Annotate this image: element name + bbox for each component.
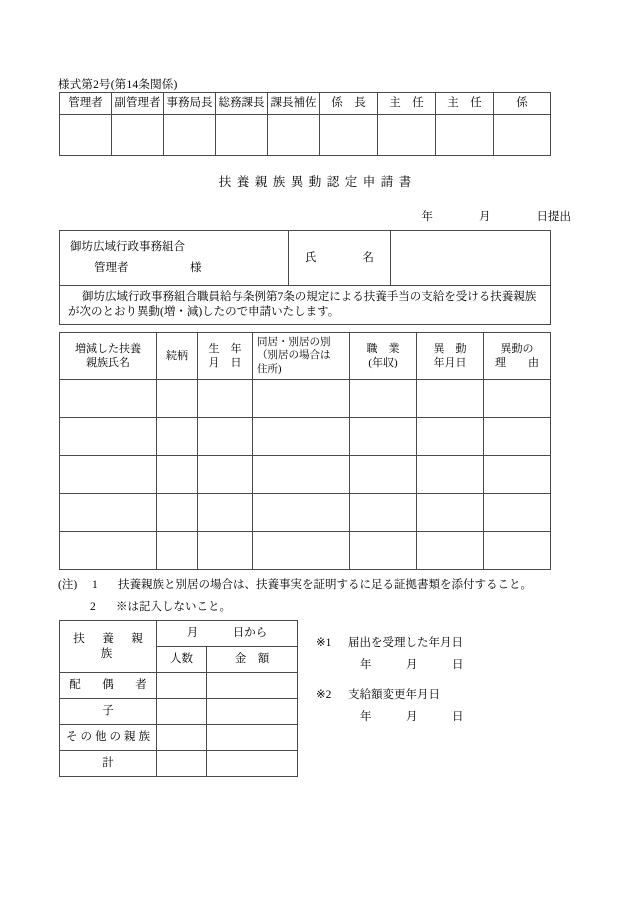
cell-change-date[interactable]	[417, 494, 484, 532]
cell-change-reason[interactable]	[484, 532, 551, 570]
main-header-row	[60, 333, 551, 380]
cell-relationship[interactable]	[157, 532, 198, 570]
cell-birthdate[interactable]	[198, 532, 253, 570]
cell-occupation[interactable]	[350, 456, 417, 494]
approval-col-kakaricho: 係 長	[320, 93, 378, 115]
summary-amount-spouse[interactable]	[207, 673, 298, 699]
summary-count-child[interactable]	[157, 699, 207, 725]
header-line: 異動の	[500, 342, 534, 355]
cell-occupation[interactable]	[350, 494, 417, 532]
submission-date-line[interactable]: 年 月 日提出	[421, 211, 571, 223]
summary-row-other	[60, 725, 298, 751]
cell-dependent-name[interactable]	[60, 380, 157, 418]
note-label: (注)	[58, 579, 78, 591]
cell-cohabitation[interactable]	[253, 380, 350, 418]
col-change-reason	[484, 333, 551, 380]
header-line: 同居・別居の別	[257, 336, 331, 348]
table-row	[60, 456, 551, 494]
summary-date-row	[60, 621, 298, 647]
approval-col-fuku-kanrisha: 副管理者	[112, 93, 164, 115]
cell-birthdate[interactable]	[198, 380, 253, 418]
header-line: 異 動	[433, 342, 467, 355]
manager-line	[70, 261, 288, 276]
summary-count-total[interactable]	[157, 751, 207, 777]
cell-change-reason[interactable]	[484, 494, 551, 532]
summary-col-count: 人数	[157, 647, 207, 673]
summary-row-spouse	[60, 673, 298, 699]
approval-stamp-cell[interactable]	[216, 115, 268, 156]
approval-stamp-cell[interactable]	[436, 115, 494, 156]
official-title-2: 支給額変更年月日	[348, 689, 440, 701]
note-1	[58, 576, 532, 592]
summary-count-other[interactable]	[157, 725, 207, 751]
approval-stamp-cell[interactable]	[164, 115, 216, 156]
cell-dependent-name[interactable]	[60, 418, 157, 456]
addressee-row	[60, 231, 551, 286]
summary-amount-total[interactable]	[207, 751, 298, 777]
cell-cohabitation[interactable]	[253, 456, 350, 494]
col-relationship	[157, 333, 198, 380]
cell-occupation[interactable]	[350, 532, 417, 570]
cell-change-date[interactable]	[417, 380, 484, 418]
dependent-change-table	[59, 332, 551, 570]
cell-change-reason[interactable]	[484, 418, 551, 456]
name-label-mei: 名	[362, 251, 374, 264]
summary-label-spouse	[60, 673, 157, 699]
summary-amount-child[interactable]	[207, 699, 298, 725]
approval-stamp-row	[60, 115, 551, 156]
summary-row-child	[60, 699, 298, 725]
addressee-organization-cell	[60, 231, 289, 286]
manager-title: 管理者	[94, 262, 129, 274]
approval-header-row	[60, 93, 551, 115]
summary-count-spouse[interactable]	[157, 673, 207, 699]
approval-col-kachohosa: 課長補佐	[268, 93, 320, 115]
cell-birthdate[interactable]	[198, 494, 253, 532]
col-birthdate	[198, 333, 253, 380]
header-line: 住所)	[257, 363, 282, 375]
official-date-line-2[interactable]: 年 月 日	[360, 711, 464, 723]
cell-dependent-name[interactable]	[60, 494, 157, 532]
cell-dependent-name[interactable]	[60, 456, 157, 494]
official-mark-2: ※2	[316, 689, 332, 701]
table-row	[60, 532, 551, 570]
table-row	[60, 494, 551, 532]
summary-label-child: 子	[60, 699, 157, 725]
note-1-text: 扶養親族と別居の場合は、扶養事実を証明するに足る証拠書類を添付すること。	[118, 579, 532, 591]
official-use-heading-2	[316, 686, 464, 702]
col-change-date	[417, 333, 484, 380]
col-cohabitation	[253, 333, 350, 380]
cell-birthdate[interactable]	[198, 456, 253, 494]
header-line: (年収)	[368, 357, 398, 369]
cell-birthdate[interactable]	[198, 418, 253, 456]
summary-header-text: 扶 養 親 族	[73, 632, 161, 660]
header-line: 月 日	[208, 357, 242, 369]
applicant-name-field[interactable]	[391, 231, 551, 286]
approval-col-kanrisha: 管理者	[60, 93, 112, 115]
name-label-cell	[289, 231, 391, 286]
cell-occupation[interactable]	[350, 418, 417, 456]
approval-stamp-cell[interactable]	[378, 115, 436, 156]
cell-cohabitation[interactable]	[253, 494, 350, 532]
table-row	[60, 380, 551, 418]
summary-amount-other[interactable]	[207, 725, 298, 751]
form-number-label: 様式第2号(第14条関係)	[58, 79, 178, 91]
header-line: 続柄	[166, 349, 188, 362]
col-dependent-name	[60, 333, 157, 380]
statement-text	[60, 286, 551, 325]
official-title-1: 届出を受理した年月日	[348, 637, 463, 649]
cell-change-reason[interactable]	[484, 456, 551, 494]
header-line: 職 業	[366, 342, 400, 355]
cell-cohabitation[interactable]	[253, 418, 350, 456]
cell-dependent-name[interactable]	[60, 532, 157, 570]
statement-row	[60, 286, 551, 325]
approval-col-jimukyokucho: 事務局長	[164, 93, 216, 115]
cell-change-reason[interactable]	[484, 380, 551, 418]
cell-relationship[interactable]	[157, 380, 198, 418]
cell-relationship[interactable]	[157, 418, 198, 456]
header-line: 理 由	[495, 357, 539, 369]
approval-stamp-cell[interactable]	[320, 115, 378, 156]
summary-effective-date[interactable]: 月 日から	[157, 621, 298, 647]
summary-label-other	[60, 725, 157, 751]
approval-col-somukacho: 総務課長	[216, 93, 268, 115]
statement-line-1: 御坊広域行政事務組合職員給与条例第7条の規定による扶養手当の支給を受ける扶養親族	[82, 291, 537, 303]
official-use-item-1	[316, 634, 464, 672]
cell-occupation[interactable]	[350, 380, 417, 418]
note-2-text: ※は記入しないこと。	[116, 601, 231, 613]
summary-dependent-header	[60, 621, 161, 673]
approval-stamp-cell[interactable]	[268, 115, 320, 156]
allowance-summary-table	[59, 620, 298, 777]
official-use-item-2	[316, 686, 464, 724]
approval-stamp-cell[interactable]	[112, 115, 164, 156]
header-line: 生 年	[208, 342, 242, 355]
cell-relationship[interactable]	[157, 494, 198, 532]
summary-label-total: 計	[60, 751, 157, 777]
addressee-block	[59, 230, 551, 325]
header-line: 親族氏名	[86, 357, 130, 369]
summary-col-amount: 金 額	[207, 647, 298, 673]
cell-cohabitation[interactable]	[253, 532, 350, 570]
approval-col-kakari: 係	[494, 93, 551, 115]
approval-col-shunin-1: 主 任	[378, 93, 436, 115]
official-use-section	[316, 634, 464, 724]
official-mark-1: ※1	[316, 637, 332, 649]
summary-label-text: 配 偶 者	[69, 679, 152, 692]
cell-change-date[interactable]	[417, 418, 484, 456]
honorific: 様	[190, 262, 202, 274]
document-title: 扶養親族異動認定申請書	[218, 175, 417, 189]
header-line: 年月日	[433, 357, 467, 369]
statement-line-2: が次のとおり異動(増・減)したので申請いたします。	[68, 305, 340, 318]
approval-stamp-table	[59, 92, 551, 156]
name-label-shi: 氏	[305, 251, 317, 264]
header-line: （別居の場合は	[257, 350, 331, 362]
cell-change-date[interactable]	[417, 456, 484, 494]
note-2	[90, 598, 231, 614]
summary-row-total	[60, 751, 298, 777]
summary-label-text: その他の親族	[66, 731, 153, 744]
organization-name: 御坊広域行政事務組合	[70, 241, 185, 254]
approval-stamp-cell[interactable]	[60, 115, 112, 156]
approval-stamp-cell[interactable]	[494, 115, 551, 156]
note-1-number: 1	[92, 579, 98, 591]
col-occupation	[350, 333, 417, 380]
table-row	[60, 418, 551, 456]
cell-relationship[interactable]	[157, 456, 198, 494]
approval-col-shunin-2: 主 任	[436, 93, 494, 115]
cell-change-date[interactable]	[417, 532, 484, 570]
header-line: 増減した扶養	[75, 342, 141, 355]
official-date-line-1[interactable]: 年 月 日	[360, 659, 464, 671]
note-2-number: 2	[90, 601, 96, 613]
official-use-heading-1	[316, 634, 464, 650]
